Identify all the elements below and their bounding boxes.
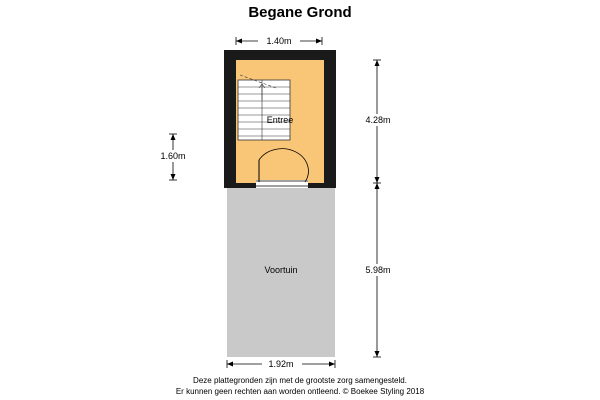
staircase (238, 75, 290, 140)
dim-entree-depth-label: 4.28m (365, 115, 391, 125)
dim-stair-length-label: 1.60m (160, 151, 186, 161)
footer-disclaimer-2: Er kunnen geen rechten aan worden ontleend. © Boekee Styling 2018 (175, 387, 425, 396)
dim-voortuin-depth-label: 5.98m (365, 265, 391, 275)
floor-title: Begane Grond (248, 4, 352, 21)
dim-entree-width-label: 1.40m (266, 36, 292, 46)
voortuin-label: Voortuin (264, 265, 298, 275)
dim-voortuin-width-label: 1.92m (268, 359, 294, 369)
footer-disclaimer-1: Deze plattegronden zijn met de grootste zorg samengesteld. (193, 376, 407, 385)
entree-label: Entree (266, 115, 294, 125)
